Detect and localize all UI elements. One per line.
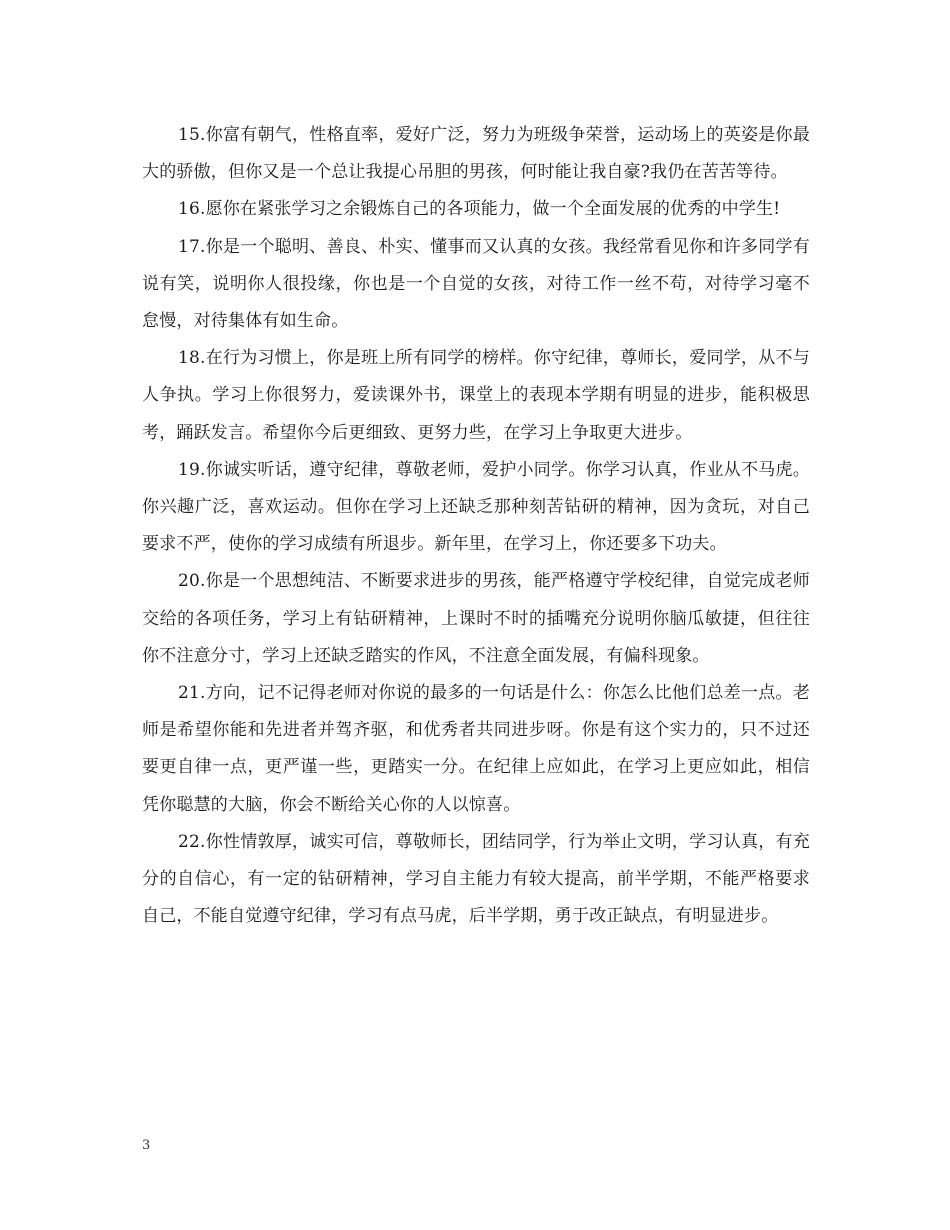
paragraph-20: 20.你是一个思想纯洁、不断要求进步的男孩，能严格遵守学校纪律，自觉完成老师交给的各项任务，学习上有钻研精神，上课时不时的插嘴充分说明你脑瓜敏捷，但往往你不注意分寸，学习上还缺乏踏实的作风，不注意全面发展，有偏科现象。 xyxy=(142,571,810,666)
paragraph-21: 21.方向，记不记得老师对你说的最多的一句话是什么：你怎么比他们总差一点。老师是希望你能和先进者并驾齐驱，和优秀者共同进步呀。你是有这个实力的，只不过还要更自律一点，更严谨一些，更踏实一分。在纪律上应如此，在学习上更应如此，相信凭你聪慧的大脑，你会不断给关心你的人以惊喜。 xyxy=(142,683,810,815)
paragraph-17: 17.你是一个聪明、善良、朴实、懂事而又认真的女孩。我经常看见你和许多同学有说有笑，说明你人很投缘，你也是一个自觉的女孩，对待工作一丝不苟，对待学习毫不怠慢，对待集体有如生命。 xyxy=(142,236,810,332)
paragraph-19: 19.你诚实听话，遵守纪律，尊敬老师，爱护小同学。你学习认真，作业从不马虎。你兴趣广泛，喜欢运动。但你在学习上还缺乏那种刻苦钻研的精神，因为贪玩，对自己要求不严，使你的学习成绩有所退步。新年里，在学习上，你还要多下功夫。 xyxy=(142,459,810,555)
document-body xyxy=(142,117,810,935)
paragraph-16: 16.愿你在紧张学习之余锻炼自己的各项能力，做一个全面发展的优秀的中学生! xyxy=(178,199,781,220)
paragraph-18: 18.在行为习惯上，你是班上所有同学的榜样。你守纪律，尊师长，爱同学，从不与人争执。学习上你很努力，爱读课外书，课堂上的表现本学期有明显的进步，能积极思考，踊跃发言。希望你今后更细致、更努力些，在学习上争取更大进步。 xyxy=(142,348,810,443)
paragraph-15: 15.你富有朝气，性格直率，爱好广泛，努力为班级争荣誉，运动场上的英姿是你最大的骄傲，但你又是一个总让我提心吊胆的男孩，何时能让我自豪?我仍在苦苦等待。 xyxy=(142,125,810,183)
paragraph-22: 22.你性情敦厚，诚实可信，尊敬师长，团结同学，行为举止文明，学习认真，有充分的自信心，有一定的钻研精神，学习自主能力有较大提高，前半学期，不能严格要求自己，不能自觉遵守纪律，学习有点马虎，后半学期，勇于改正缺点，有明显进步。 xyxy=(142,831,810,927)
page-number: 3 xyxy=(142,1138,151,1153)
